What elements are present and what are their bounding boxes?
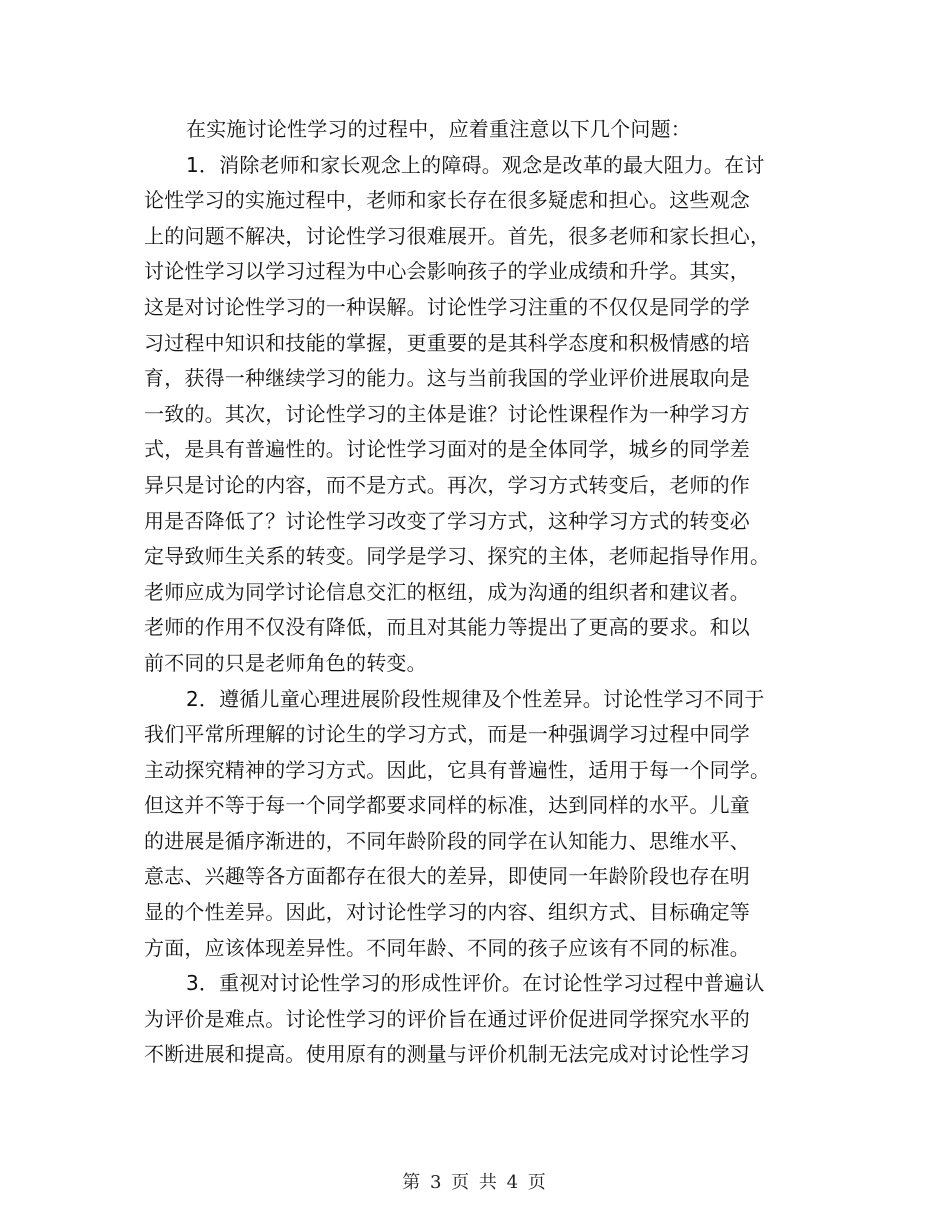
paragraph-3-line: 不断进展和提高。使用原有的测量与评价机制无法完成对讨论性学习 <box>144 1042 750 1067</box>
paragraph-1-line: 上的问题不解决，讨论性学习很难展开。首先，很多老师和家长担心， <box>144 223 771 248</box>
page-number-footer: 第 3 页 共 4 页 <box>402 1172 548 1193</box>
paragraph-1-line: 老师应成为同学讨论信息交汇的枢纽，成为沟通的组织者和建议者。 <box>144 579 750 604</box>
paragraph-1-line: 这是对讨论性学习的一种误解。讨论性学习注重的不仅仅是同学的学 <box>144 294 750 319</box>
paragraph-1-line: 前不同的只是老师角色的转变。 <box>144 650 427 675</box>
paragraph-intro-line: 在实施讨论性学习的过程中，应着重注意以下几个问题： <box>186 117 691 141</box>
paragraph-3-line: 3．重视对讨论性学习的形成性评价。在讨论性学习过程中普遍认 <box>186 971 765 996</box>
paragraph-1-line: 讨论性学习以学习过程为中心会影响孩子的学业成绩和升学。其实， <box>144 259 750 284</box>
paragraph-2-line: 2．遵循儿童心理进展阶段性规律及个性差异。讨论性学习不同于 <box>186 686 765 711</box>
paragraph-1-line: 1．消除老师和家长观念上的障碍。观念是改革的最大阻力。在讨 <box>186 152 765 177</box>
paragraph-1-line: 一致的。其次，讨论性学习的主体是谁？讨论性课程作为一种学习方 <box>144 401 750 426</box>
paragraph-1-line: 异只是讨论的内容，而不是方式。再次，学习方式转变后，老师的作 <box>144 472 750 497</box>
paragraph-2-line: 主动探究精神的学习方式。因此，它具有普遍性，适用于每一个同学。 <box>144 757 771 782</box>
paragraph-3-line: 为评价是难点。讨论性学习的评价旨在通过评价促进同学探究水平的 <box>144 1006 750 1031</box>
paragraph-1-line: 习过程中知识和技能的掌握，更重要的是其科学态度和积极情感的培 <box>144 330 750 355</box>
paragraph-1-line: 论性学习的实施过程中，老师和家长存在很多疑虑和担心。这些观念 <box>144 188 750 213</box>
paragraph-1-line: 用是否降低了？讨论性学习改变了学习方式，这种学习方式的转变必 <box>144 508 750 533</box>
paragraph-1-line: 定导致师生关系的转变。同学是学习、探究的主体，老师起指导作用。 <box>144 544 771 569</box>
paragraph-2-line: 的进展是循序渐进的，不同年龄阶段的同学在认知能力、思维水平、 <box>144 828 750 853</box>
paragraph-2-line: 显的个性差异。因此，对讨论性学习的内容、组织方式、目标确定等 <box>144 900 750 925</box>
paragraph-1-line: 式，是具有普遍性的。讨论性学习面对的是全体同学，城乡的同学差 <box>144 437 750 462</box>
paragraph-2-line: 意志、兴趣等各方面都存在很大的差异，即使同一年龄阶段也存在明 <box>144 864 750 889</box>
document-body <box>144 112 814 1073</box>
paragraph-2-line: 但这并不等于每一个同学都要求同样的标准，达到同样的水平。儿童 <box>144 793 750 818</box>
paragraph-2-line: 我们平常所理解的讨论生的学习方式，而是一种强调学习过程中同学 <box>144 722 750 747</box>
paragraph-2-line: 方面，应该体现差异性。不同年龄、不同的孩子应该有不同的标准。 <box>144 935 750 960</box>
paragraph-1-line: 老师的作用不仅没有降低，而且对其能力等提出了更高的要求。和以 <box>144 615 750 640</box>
paragraph-1-line: 育，获得一种继续学习的能力。这与当前我国的学业评价进展取向是 <box>144 366 750 391</box>
